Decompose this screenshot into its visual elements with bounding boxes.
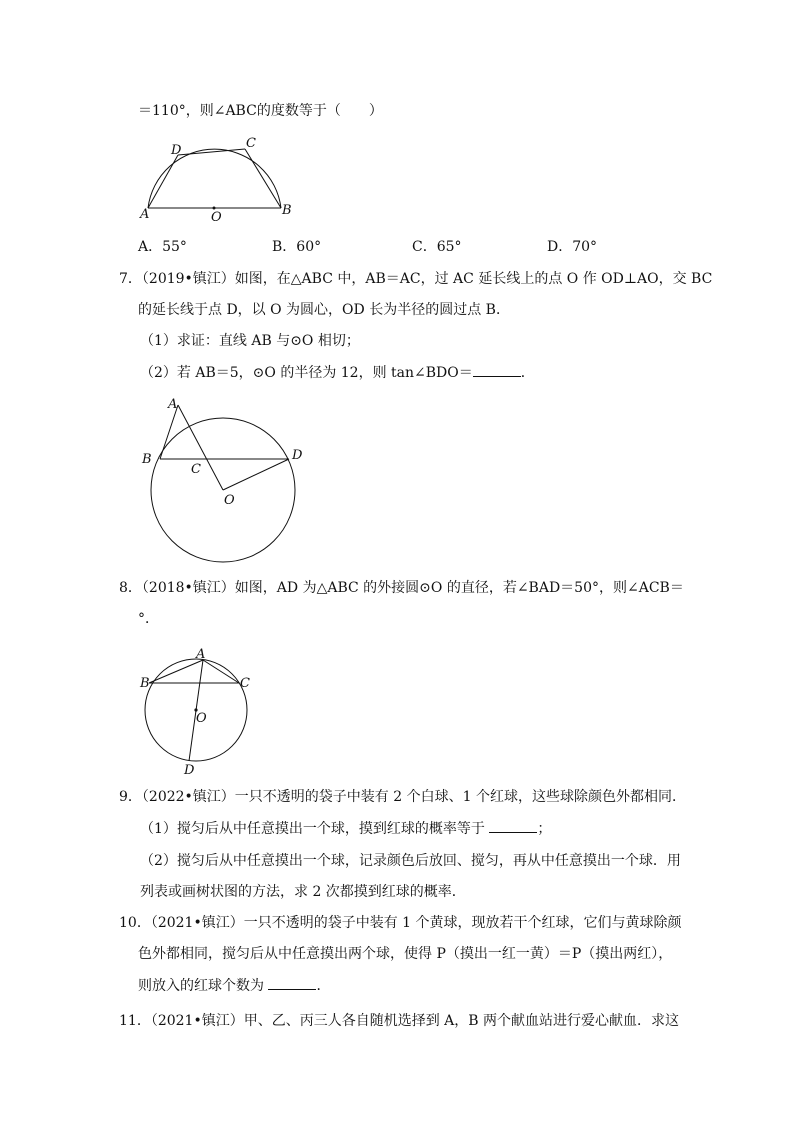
q8-label-a: A <box>196 647 206 662</box>
q6-choice-d: D．70° <box>547 239 598 255</box>
q9-part2-line1: （2）搅匀后从中任意摸出一个球，记录颜色后放回、搅匀，再从中任意摸出一个球．用 <box>140 853 681 869</box>
q6-choice-a: A．55° <box>138 239 187 255</box>
q10-stem-line3-text: 则放入的红球个数为 <box>138 978 264 994</box>
q6-tail-text: ＝110°，则∠ABC的度数等于（ ） <box>138 103 383 119</box>
q8-stem-line2: °． <box>138 611 159 627</box>
q6-label-a: A <box>140 207 150 222</box>
q6-choice-c: C．65° <box>412 239 462 255</box>
q6-label-d: D <box>171 143 182 158</box>
q11-stem-line1: 11．（2021•镇江）甲、乙、丙三人各自随机选择到 A，B 两个献血站进行爱心献血．求这 <box>119 1013 679 1029</box>
q7-stem-line2: 的延长线于点 D，以 O 为圆心，OD 长为半径的圆过点 B． <box>138 302 510 318</box>
q8-stem-line1: 8．（2018•镇江）如图，AD 为△ABC 的外接圆⊙O 的直径，若∠BAD＝50°，则∠ACB＝ <box>119 580 684 596</box>
q10-stem-line3 <box>138 975 330 996</box>
q9-part1-text: （1）搅匀后从中任意摸出一个球，摸到红球的概率等于 <box>140 821 485 837</box>
q7-part1: （1）求证：直线 AB 与⊙O 相切； <box>140 333 360 349</box>
q7-part2-end: ． <box>520 365 535 381</box>
q10-answer-blank[interactable] <box>268 975 316 990</box>
q10-stem-line1: 10．（2021•镇江）一只不透明的袋子中装有 1 个黄球，现放若干个红球，它们与黄球除颜 <box>119 915 682 931</box>
q7-stem-line1: 7．（2019•镇江）如图，在△ABC 中，AB＝AC，过 AC 延长线上的点 O 作 OD⊥AO，交 BC <box>119 271 713 287</box>
q7-label-a: A <box>168 397 178 412</box>
q8-label-c: C <box>240 676 250 691</box>
q10-stem-line3-end: ． <box>316 978 331 994</box>
q9-answer-blank[interactable] <box>489 818 537 833</box>
q10-stem-line2: 色外都相同，搅匀后从中任意摸出两个球，使得 P（摸出一红一黄）＝P（摸出两红）， <box>138 946 673 962</box>
q6-label-c: C <box>246 136 256 151</box>
q6-label-b: B <box>282 203 292 218</box>
q7-label-o: O <box>224 493 235 508</box>
q9-stem: 9．（2022•镇江）一只不透明的袋子中装有 2 个白球、1 个红球，这些球除颜色外都相同． <box>119 789 686 805</box>
q9-part2-line2: 列表或画树状图的方法，求 2 次都摸到红球的概率． <box>140 884 466 900</box>
q6-choice-b: B．60° <box>272 239 322 255</box>
q7-part2-text: （2）若 AB＝5，⊙O 的半径为 12，则 tan∠BDO＝ <box>140 365 473 381</box>
q9-part1-end: ； <box>537 821 552 837</box>
q8-label-d: D <box>184 763 195 778</box>
q8-label-o: O <box>196 711 207 726</box>
q7-label-b: B <box>142 452 152 467</box>
q6-label-o: O <box>211 210 222 225</box>
q7-label-c: C <box>191 462 201 477</box>
q8-label-b: B <box>140 676 150 691</box>
q8-line-ac <box>203 660 239 683</box>
q9-part1 <box>140 818 551 839</box>
q7-label-d: D <box>292 448 303 463</box>
